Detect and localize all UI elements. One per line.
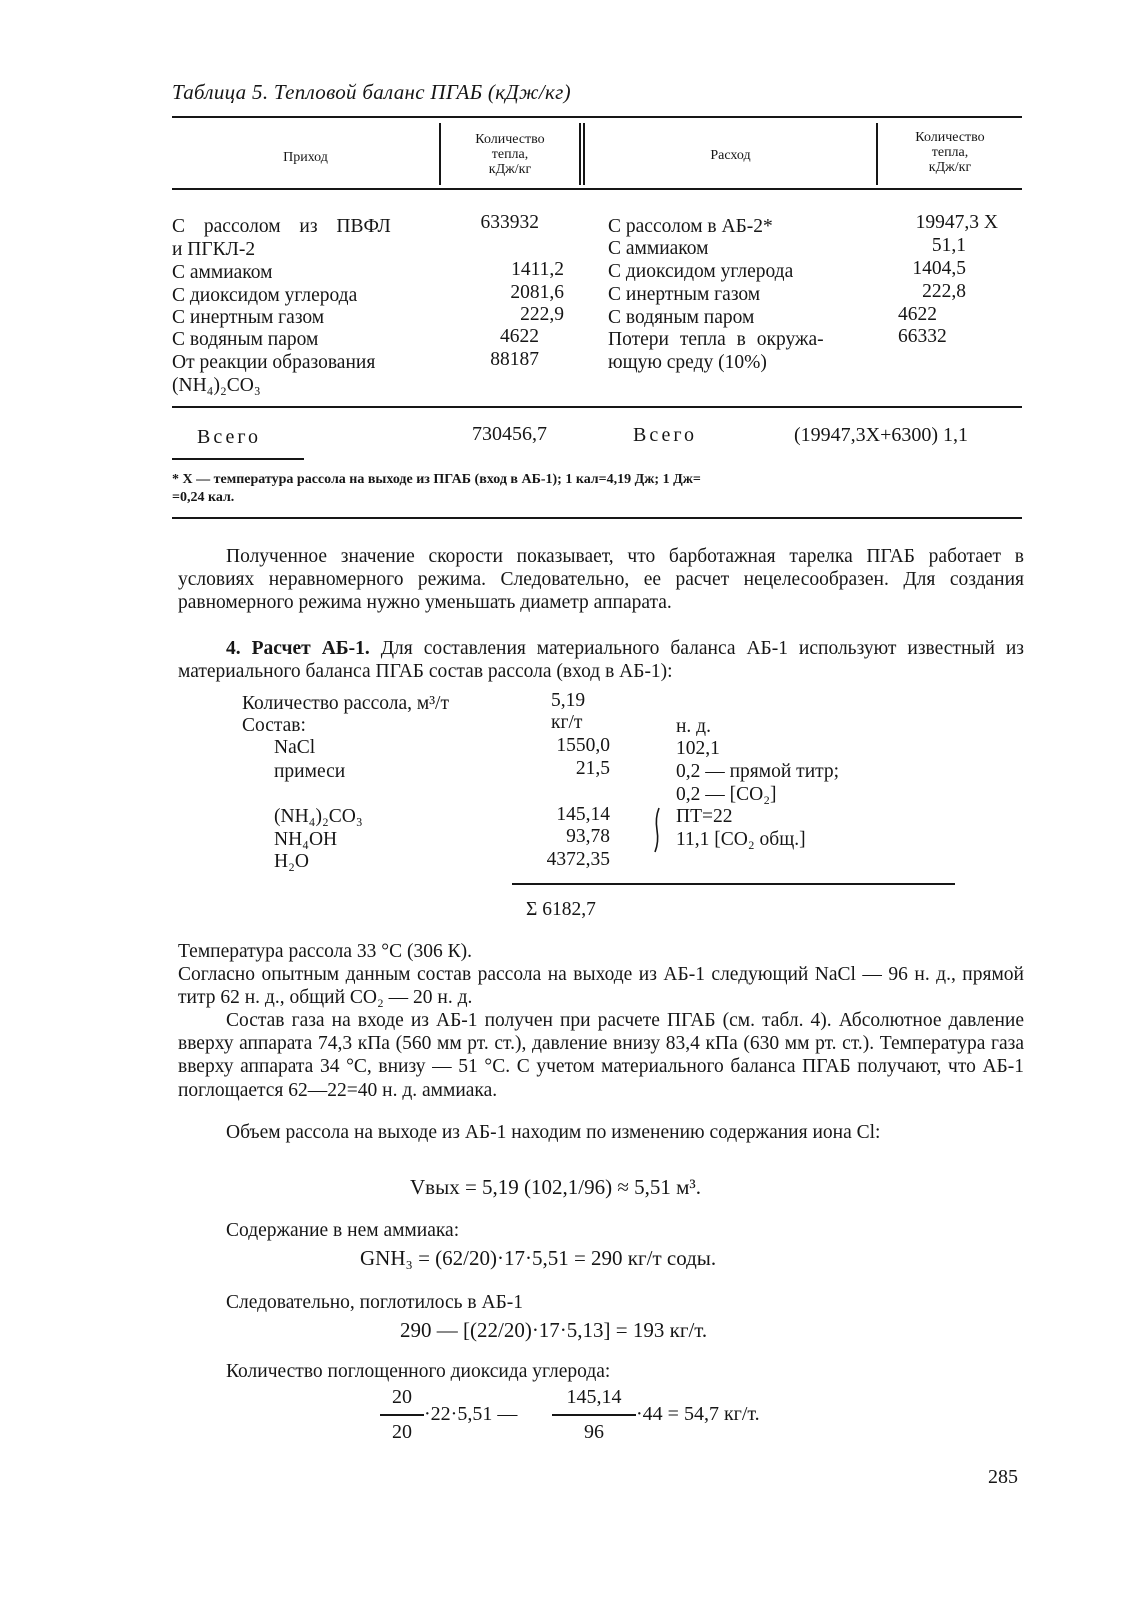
expense-label: С водяным паром — [608, 307, 755, 328]
table-header-rule — [172, 188, 1022, 190]
section-4-heading: 4. Расчет АБ-1. — [226, 638, 370, 659]
brace-icon — [650, 806, 666, 854]
brine-quantity-label: Количество рассола, м³/т — [242, 693, 449, 714]
component-kg: 4372,35 — [546, 849, 610, 870]
expense-label: С аммиаком — [608, 238, 709, 259]
expense-value: 1404,5 — [912, 258, 966, 279]
component-name: NaCl — [274, 737, 316, 758]
frac1-bar — [380, 1414, 424, 1416]
income-value: 633932 — [480, 212, 539, 233]
absorbed-label: Следовательно, поглотилось в АБ-1 — [226, 1292, 524, 1313]
component-name: H₂O — [274, 851, 309, 872]
component-nd: ПТ=22 — [676, 806, 733, 827]
header-expense-qty — [878, 130, 1022, 175]
expense-value: 4622 — [898, 304, 937, 325]
header-expense: Расход — [710, 148, 751, 163]
expense-label: ющую среду (10%) — [608, 352, 767, 373]
frac2-bar — [552, 1414, 636, 1416]
footnote-line-2: =0,24 кал. — [172, 490, 235, 505]
table-footnote — [172, 471, 1022, 507]
component-kg: 93,78 — [566, 826, 610, 847]
income-value: 4622 — [500, 326, 539, 347]
formula-ammonia: GNH₃ = (62/20)·17·5,51 = 290 кг/т соды. — [360, 1246, 717, 1270]
sum-rule — [512, 883, 955, 885]
unit-nd: н. д. — [676, 716, 711, 737]
income-label: и ПГКЛ-2 — [172, 239, 256, 260]
co2-label: Количество поглощенного диоксида углерода: — [226, 1361, 611, 1382]
paragraph-volume: Объем рассола на выходе из АБ-1 находим по изменению содержания иона Cl: — [226, 1122, 881, 1143]
paragraph-gas: Состав газа на входе из АБ-1 получен при расчете ПГАБ (см. табл. 4). Абсолютное давление вверху аппарата 74,3 кПа (560 мм рт. ст.), давление внизу 83,4 кПа (630 мм рт. ст.). Температура газа вверху аппарата 34 °С, внизу — 51 °С. С учетом материального баланса ПГАБ получают, что АБ-1 поглощается 62—22=40 н. д. аммиака. — [178, 1010, 1024, 1101]
footnote-line-1: * X — температура рассола на выходе из ПГАБ (вход в АБ-1); 1 кал=4,19 Дж; 1 Дж= — [172, 472, 701, 487]
header-income: Приход — [283, 150, 328, 165]
income-value: 222,9 — [520, 304, 564, 325]
paragraph-velocity: Полученное значение скорости показывает, что барботажная тарелка ПГАБ работает в условиях неравномерного режима. Следовательно, ее расчет нецелесообразен. Для создания равномерного режима нужно уменьшать диаметр аппарата. — [178, 546, 1024, 614]
expense-label: Потери тепла в окружа- — [608, 329, 824, 350]
table-total-rule — [172, 406, 1022, 408]
header-expense-qty-line2: тепла, — [931, 145, 969, 160]
income-label: (NH₄)₂CO₃ — [172, 375, 261, 396]
table-caption: Таблица 5. Тепловой баланс ПГАБ (кДж/кг) — [172, 80, 571, 104]
expense-value: 66332 — [898, 326, 947, 347]
income-value: 1411,2 — [511, 259, 564, 280]
section-4-text: Для составления материального баланса АБ-1 используют известный из материального баланса ПГАБ состав рассола (вход в АБ-1): — [178, 638, 1025, 683]
income-label: С инертным газом — [172, 307, 325, 328]
component-nd: 0,2 — [CO₂] — [676, 784, 777, 805]
total-income-value: 730456,7 — [472, 423, 547, 445]
expense-value: 51,1 — [931, 235, 966, 256]
formula-volume: Vвых = 5,19 (102,1/96) ≈ 5,51 м³. — [410, 1175, 701, 1199]
formula-absorbed: 290 — [(22/20)·17·5,13] = 193 кг/т. — [400, 1318, 708, 1342]
component-kg: 1550,0 — [556, 735, 610, 756]
composition-label: Состав: — [242, 715, 306, 736]
composition-sum: Σ 6182,7 — [526, 899, 596, 920]
expense-label: С рассолом в АБ-2* — [608, 216, 773, 237]
table-top-rule — [172, 116, 1022, 118]
formula-end: ·44 = 54,7 кг/т. — [636, 1403, 760, 1425]
header-separator-2 — [579, 123, 581, 185]
formula-middle: ·22·5,51 — — [424, 1403, 518, 1425]
income-value: 88187 — [490, 349, 539, 370]
ammonia-content-label: Содержание в нем аммиака: — [226, 1220, 460, 1241]
component-nd: 0,2 — прямой титр; — [676, 761, 840, 782]
expense-label: С инертным газом — [608, 284, 761, 305]
header-income-qty-line3: кДж/кг — [488, 162, 532, 177]
unit-kg: кг/т — [551, 712, 583, 733]
header-expense-qty-line3: кДж/кг — [928, 160, 972, 175]
income-label: С водяным паром — [172, 329, 319, 350]
income-label: С диоксидом углерода — [172, 285, 358, 306]
header-income-qty-line2: тепла, — [491, 147, 529, 162]
header-income-qty — [441, 132, 579, 177]
total-expense-label: Всего — [633, 424, 698, 446]
component-name: (NH₄)₂CO₃ — [274, 806, 363, 827]
page-number: 285 — [988, 1466, 1018, 1488]
component-nd: 102,1 — [676, 738, 720, 759]
component-name: примеси — [274, 761, 346, 782]
paragraph-brine-exit: Согласно опытным данным состав рассола на выходе из АБ-1 следующий NaCl — 96 н. д., прямой титр 62 н. д., общий CO₂ — 20 н. д. — [178, 964, 1024, 1009]
total-expense-value: (19947,3X+6300) 1,1 — [794, 424, 969, 446]
component-nd: 11,1 [CO₂ общ.] — [676, 829, 806, 850]
component-name: NH₄OH — [274, 829, 338, 850]
income-label: От реакции образования — [172, 352, 376, 373]
expense-value: 222,8 — [922, 281, 966, 302]
frac2-numerator: 145,14 — [566, 1386, 622, 1408]
income-label: С аммиаком — [172, 262, 273, 283]
component-kg: 21,5 — [575, 758, 610, 779]
brine-quantity-value: 5,19 — [551, 690, 586, 711]
total-underline — [172, 458, 304, 460]
expense-value: 19947,3 X — [915, 212, 998, 233]
brine-temperature: Температура рассола 33 °С (306 К). — [178, 941, 472, 962]
frac1-numerator: 20 — [392, 1386, 412, 1408]
table-bottom-rule — [172, 517, 1022, 519]
expense-label: С диоксидом углерода — [608, 261, 794, 282]
frac2-denominator: 96 — [584, 1421, 604, 1443]
income-value: 2081,6 — [510, 282, 564, 303]
frac1-denominator: 20 — [392, 1421, 412, 1443]
component-kg: 145,14 — [556, 804, 610, 825]
section-4 — [178, 637, 1024, 683]
header-expense-qty-line1: Количество — [915, 130, 985, 145]
total-income-label: Всего — [197, 426, 262, 448]
header-income-qty-line1: Количество — [475, 132, 545, 147]
income-label: С рассолом из ПВФЛ — [172, 216, 391, 237]
